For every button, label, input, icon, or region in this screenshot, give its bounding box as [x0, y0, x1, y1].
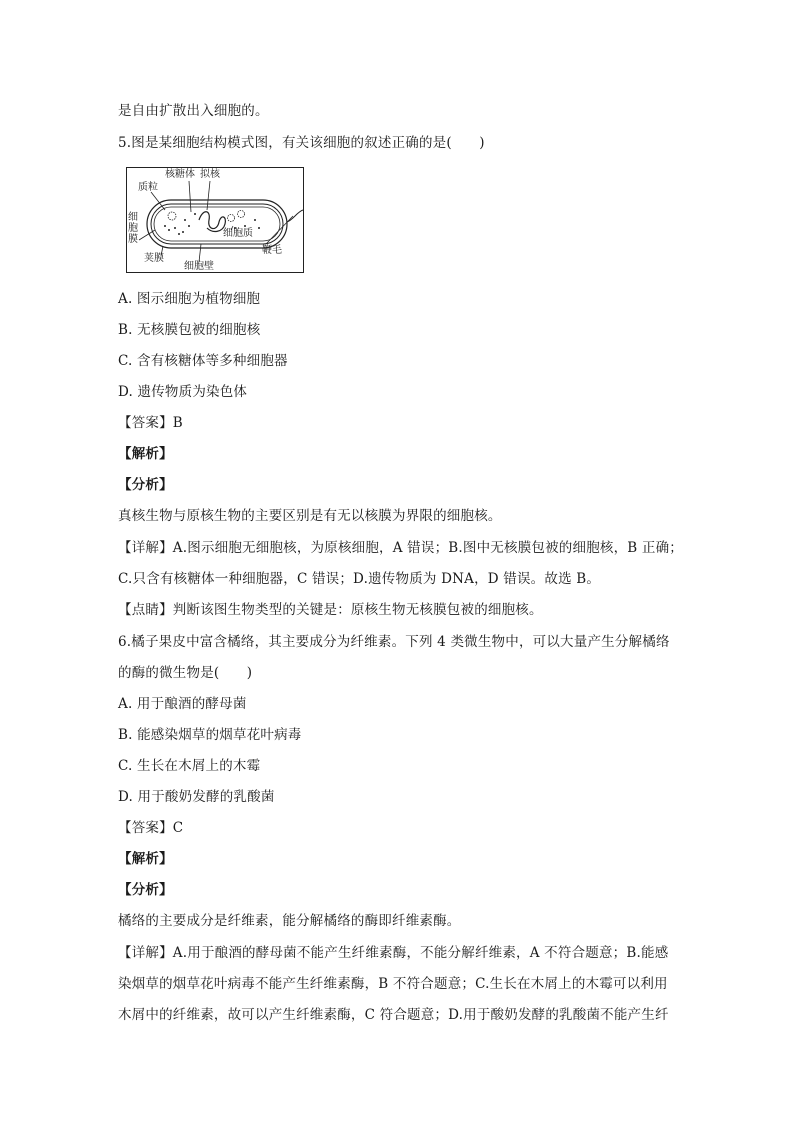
cell-membrane-outline: [154, 207, 280, 241]
label-flagellum: 鞭毛: [262, 245, 282, 256]
answer-line: 【答案】C: [118, 820, 184, 836]
explanation-text: 染烟草的烟草花叶病毒不能产生纤维素酶，B 不符合题意；C.生长在木屑上的木霉可以利用: [118, 976, 668, 992]
question-6-stem: 6.橘子果皮中富含橘络，其主要成分为纤维素。下列 4 类微生物中，可以大量产生分解橘络: [118, 634, 670, 650]
plasmid: [168, 212, 176, 220]
text-line: 是自由扩散出入细胞的。: [118, 103, 269, 119]
explanation-text: 【详解】A.用于酿酒的酵母菌不能产生纤维素酶，不能分解纤维素，A 不符合题意；B.能感: [118, 945, 669, 961]
option-a: A. 用于酿酒的酵母菌: [118, 696, 247, 712]
option-d: D. 遗传物质为染色体: [118, 384, 248, 400]
option-b: B. 无核膜包被的细胞核: [118, 322, 261, 338]
plasmid: [238, 211, 245, 218]
cell-wall-outline: [151, 204, 283, 244]
analysis-text: 橘络的主要成分是纤维素，能分解橘络的酶即纤维素酶。: [118, 913, 461, 929]
question-6-stem: 的酶的微生物是( ): [118, 665, 253, 681]
section-heading: 【解析】: [118, 851, 173, 867]
label-capsule: 荚膜: [144, 253, 164, 264]
analysis-text: 真核生物与原核生物的主要区别是有无以核膜为界限的细胞核。: [118, 508, 502, 524]
explanation-text: 【详解】A.图示细胞无细胞核，为原核细胞，A 错误；B.图中无核膜包被的细胞核，B 正确；: [118, 540, 684, 556]
leader-wall: [199, 244, 201, 262]
leader-nucleoid: [207, 181, 210, 210]
option-b: B. 能感染烟草的烟草花叶病毒: [118, 727, 302, 743]
explanation-text: C.只含有核糖体一种细胞器，C 错误；D.遗传物质为 DNA，D 错误。故选 B。: [118, 571, 601, 587]
option-a: A. 图示细胞为植物细胞: [118, 291, 261, 307]
section-heading: 【解析】: [118, 446, 173, 462]
plasmid: [228, 215, 235, 222]
label-cell-wall: 细胞壁: [184, 261, 214, 272]
nucleoid-squiggle: [199, 212, 225, 232]
answer-line: 【答案】B: [118, 415, 183, 431]
section-heading: 【分析】: [118, 882, 173, 898]
label-cell-membrane: 细胞膜: [128, 212, 138, 245]
label-ribosome: 核糖体: [165, 169, 195, 180]
explanation-text: 木屑中的纤维素，故可以产生纤维素酶，C 符合题意；D.用于酸奶发酵的乳酸菌不能产生纤: [118, 1007, 669, 1023]
label-cytoplasm: 细胞质: [223, 228, 253, 239]
label-nucleoid: 拟核: [200, 169, 220, 180]
option-c: C. 生长在木屑上的木霉: [118, 758, 261, 774]
option-d: D. 用于酸奶发酵的乳酸菌: [118, 789, 275, 805]
question-5-stem: 5.图是某细胞结构模式图，有关该细胞的叙述正确的是( ): [118, 135, 485, 151]
option-c: C. 含有核糖体等多种细胞器: [118, 353, 288, 369]
section-heading: 【分析】: [118, 477, 173, 493]
key-point-text: 【点睛】判断该图生物类型的关键是：原核生物无核膜包被的细胞核。: [118, 602, 543, 618]
bacterium-cell-diagram: [126, 167, 304, 273]
label-plasmid: 质粒: [138, 182, 158, 193]
